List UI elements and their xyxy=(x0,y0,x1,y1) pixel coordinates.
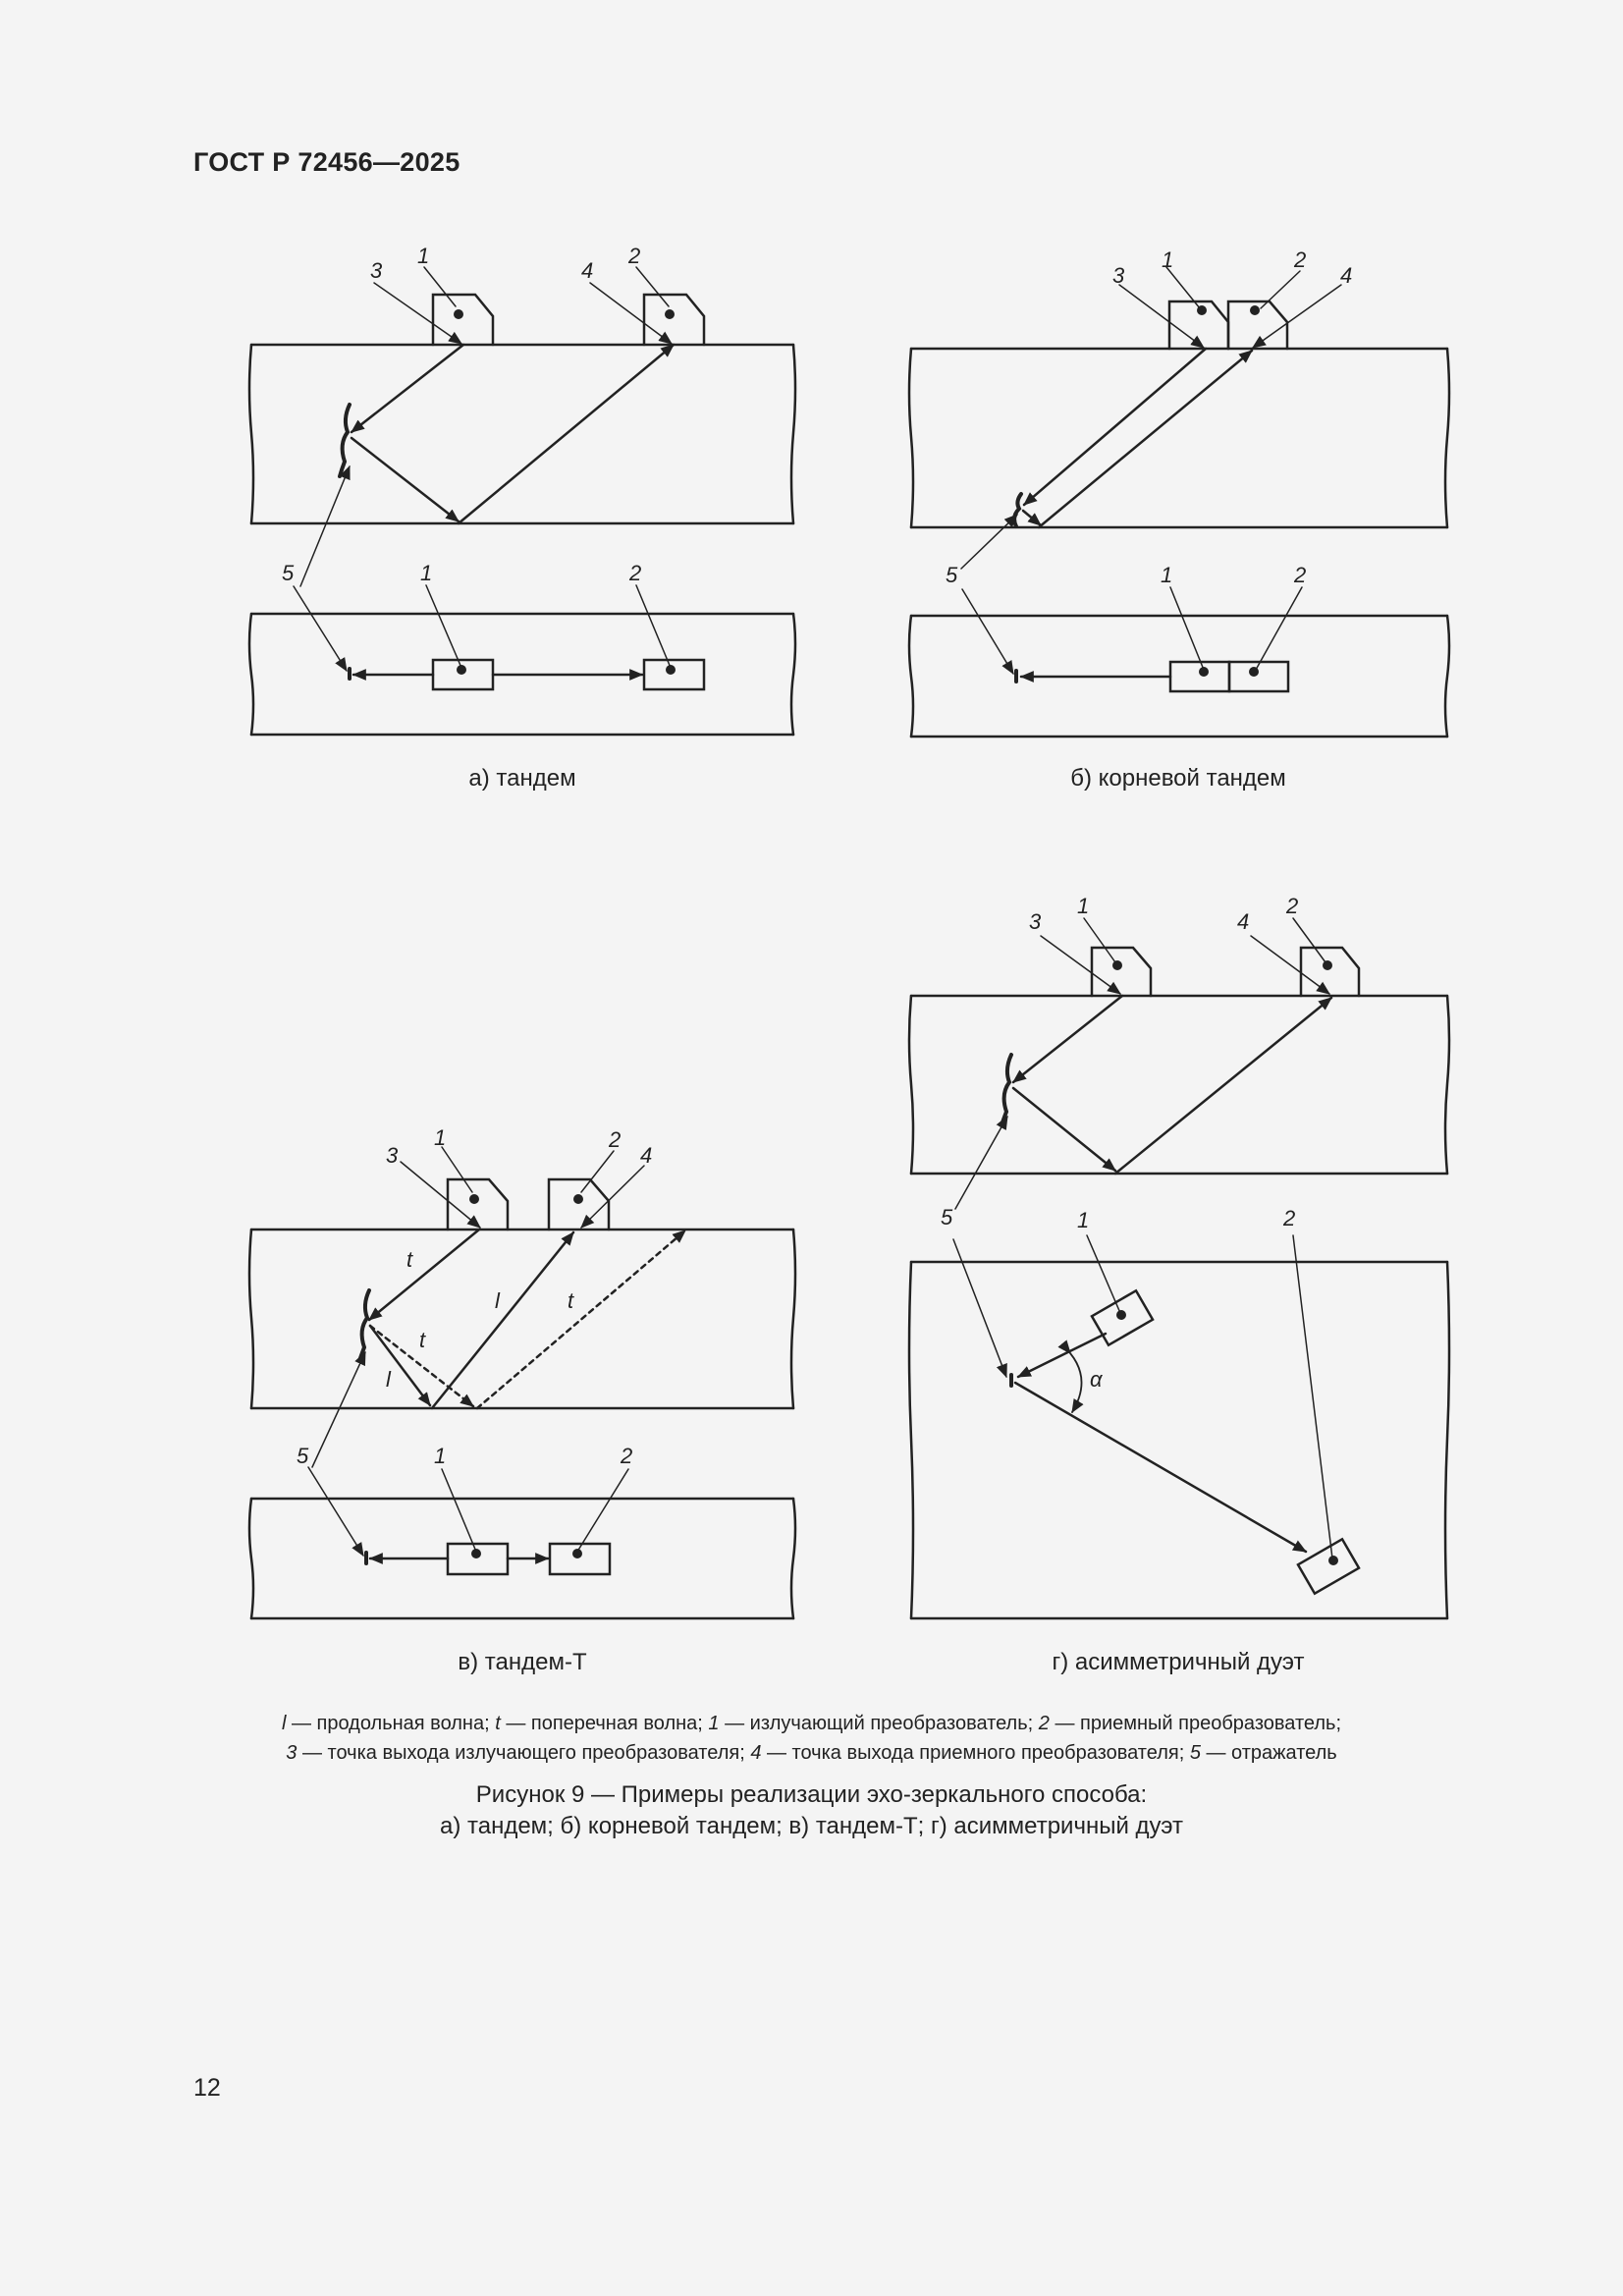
subfigure-b-root-tandem xyxy=(909,267,1449,737)
label-2: 2 xyxy=(629,561,642,585)
label-3: 3 xyxy=(1112,263,1125,288)
document-id: ГОСТ Р 72456—2025 xyxy=(193,147,460,177)
top-view-plate xyxy=(909,616,1449,737)
page-number: 12 xyxy=(193,2074,221,2102)
reflector-5 xyxy=(340,405,350,476)
label-1: 1 xyxy=(1077,1208,1090,1232)
label-4: 4 xyxy=(581,258,594,283)
reflector-5 xyxy=(359,1290,369,1361)
label-1: 1 xyxy=(1162,247,1174,272)
label-3: 3 xyxy=(1029,909,1042,934)
label-2: 2 xyxy=(1283,1206,1296,1230)
subfigure-g-asymmetric-duet xyxy=(909,918,1449,1618)
label-5: 5 xyxy=(282,561,295,585)
figure-title xyxy=(177,1779,1446,1842)
figure-title-line-2: а) тандем; б) корневой тандем; в) тандем-Т; г) асимметричный дуэт xyxy=(440,1813,1183,1839)
caption-a: а) тандем xyxy=(468,765,576,792)
wave-t-label: t xyxy=(406,1247,413,1272)
label-2: 2 xyxy=(609,1127,622,1152)
reflector-5 xyxy=(1014,494,1021,526)
angle-alpha-arc xyxy=(1070,1353,1082,1412)
legend-symbol: 2 xyxy=(1038,1713,1050,1734)
reflector-5 xyxy=(1001,1055,1011,1125)
legend-symbol: 1 xyxy=(708,1713,720,1734)
label-1: 1 xyxy=(434,1444,447,1468)
legend-text: — излучающий преобразователь; xyxy=(719,1713,1039,1734)
label-3: 3 xyxy=(386,1143,399,1168)
legend-line-1 xyxy=(177,1709,1446,1738)
legend-symbol: 4 xyxy=(750,1742,762,1764)
legend-text: — продольная волна; xyxy=(286,1713,496,1734)
label-5: 5 xyxy=(297,1444,309,1468)
subfigure-v-tandem-t xyxy=(249,1147,795,1618)
wave-l-label: l xyxy=(495,1288,500,1313)
legend-symbol: l xyxy=(281,1713,287,1734)
label-1: 1 xyxy=(434,1125,447,1150)
wave-l-label: l xyxy=(386,1367,391,1392)
figure-legend xyxy=(177,1709,1446,1768)
subfigure-a-tandem xyxy=(249,267,795,735)
label-2: 2 xyxy=(621,1444,633,1468)
side-view-plate xyxy=(909,349,1449,527)
receiving-probe-2 xyxy=(1301,948,1359,996)
label-2: 2 xyxy=(1294,563,1307,587)
label-2: 2 xyxy=(1286,894,1299,918)
label-1: 1 xyxy=(420,561,433,585)
label-5: 5 xyxy=(946,563,958,587)
legend-line-2 xyxy=(177,1738,1446,1768)
label-4: 4 xyxy=(640,1143,653,1168)
caption-g: г) асимметричный дуэт xyxy=(1052,1649,1305,1675)
receiving-probe-2 xyxy=(644,295,704,345)
legend-text: — точка выхода излучающего преобразователя; xyxy=(297,1742,751,1764)
label-1: 1 xyxy=(417,244,430,268)
label-2: 2 xyxy=(628,244,641,268)
ray-reflected xyxy=(352,438,459,521)
label-1: 1 xyxy=(1161,563,1173,587)
angle-alpha-label: α xyxy=(1090,1367,1103,1392)
caption-v: в) тандем-Т xyxy=(458,1649,587,1675)
figure-title-line-1: Рисунок 9 — Примеры реализации эхо-зеркального способа: xyxy=(475,1781,1148,1808)
top-view-plate xyxy=(909,1262,1449,1618)
side-view-plate xyxy=(249,1230,795,1408)
emitting-probe-1 xyxy=(1092,948,1151,996)
receiving-probe-2-top xyxy=(1298,1539,1359,1593)
legend-text: — отражатель xyxy=(1200,1742,1337,1764)
legend-symbol: 5 xyxy=(1189,1742,1201,1764)
label-4: 4 xyxy=(1340,263,1353,288)
emitting-probe-1 xyxy=(433,295,493,345)
label-3: 3 xyxy=(370,258,383,283)
emitting-probe-1 xyxy=(448,1179,508,1230)
legend-text: — приемный преобразователь; xyxy=(1049,1713,1342,1734)
legend-text: — точка выхода приемного преобразователя; xyxy=(761,1742,1190,1764)
label-4: 4 xyxy=(1237,909,1250,934)
caption-b: б) корневой тандем xyxy=(1070,765,1286,792)
wave-t-label: t xyxy=(568,1288,574,1313)
ray-to-receiver xyxy=(459,345,674,523)
legend-text: — поперечная волна; xyxy=(500,1713,709,1734)
legend-symbol: 3 xyxy=(286,1742,298,1764)
ray-incident xyxy=(352,345,463,432)
label-2: 2 xyxy=(1294,247,1307,272)
receiving-probe-2 xyxy=(549,1179,609,1230)
wave-t-label: t xyxy=(419,1328,426,1352)
label-1: 1 xyxy=(1077,894,1090,918)
label-5: 5 xyxy=(941,1205,953,1230)
side-view-plate xyxy=(249,345,795,523)
legend-symbol: t xyxy=(495,1713,501,1734)
